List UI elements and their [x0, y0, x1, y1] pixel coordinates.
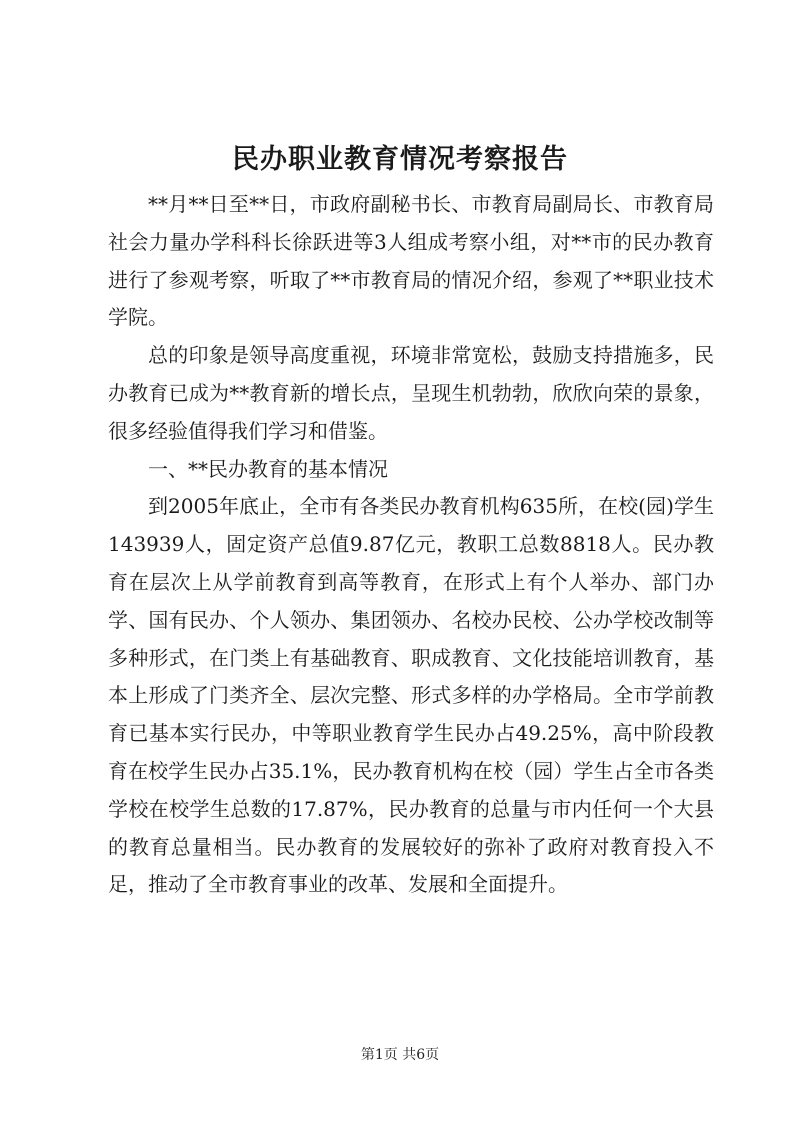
impression-paragraph: 总的印象是领导高度重视，环境非常宽松，鼓励支持措施多，民办教育已成为**教育新的增长点，呈现生机勃勃，欣欣向荣的景象，很多经验值得我们学习和借鉴。 [108, 343, 714, 443]
document-body [108, 186, 714, 904]
section-heading: 一、**民办教育的基本情况 [148, 456, 388, 481]
basic-situation-paragraph: 到2005年底止，全市有各类民办教育机构635所，在校(园)学生143939人，固定资产总值9.87亿元，教职工总数8818人。民办教育在层次上从学前教育到高等教育，在形式上有个人举办、部门办学、国有民办、个人领办、集团领办、名校办民校、公办学校改制等多种形式，在门类上有基础教育、职成教育、文化技能培训教育，基本上形成了门类齐全、层次完整、形式多样的办学格局。全市学前教育已基本实行民办，中等职业教育学生民办占49.25%，高中阶段教育在校学生民办占35.1%，民办教育机构在校（园）学生占全市各类学校在校学生总数的17.87%，民办教育的总量与市内任何一个大县的教育总量相当。民办教育的发展较好的弥补了政府对教育投入不足，推动了全市教育事业的改革、发展和全面提升。 [108, 494, 714, 897]
page-number-footer: 第1页 共6页 [360, 1047, 440, 1063]
document-title: 民办职业教育情况考察报告 [232, 144, 568, 175]
intro-paragraph: **月**日至**日，市政府副秘书长、市教育局副局长、市教育局社会力量办学科科长徐跃进等3人组成考察小组，对**市的民办教育进行了参观考察，听取了**市教育局的情况介绍，参观了**职业技术学院。 [108, 192, 714, 330]
